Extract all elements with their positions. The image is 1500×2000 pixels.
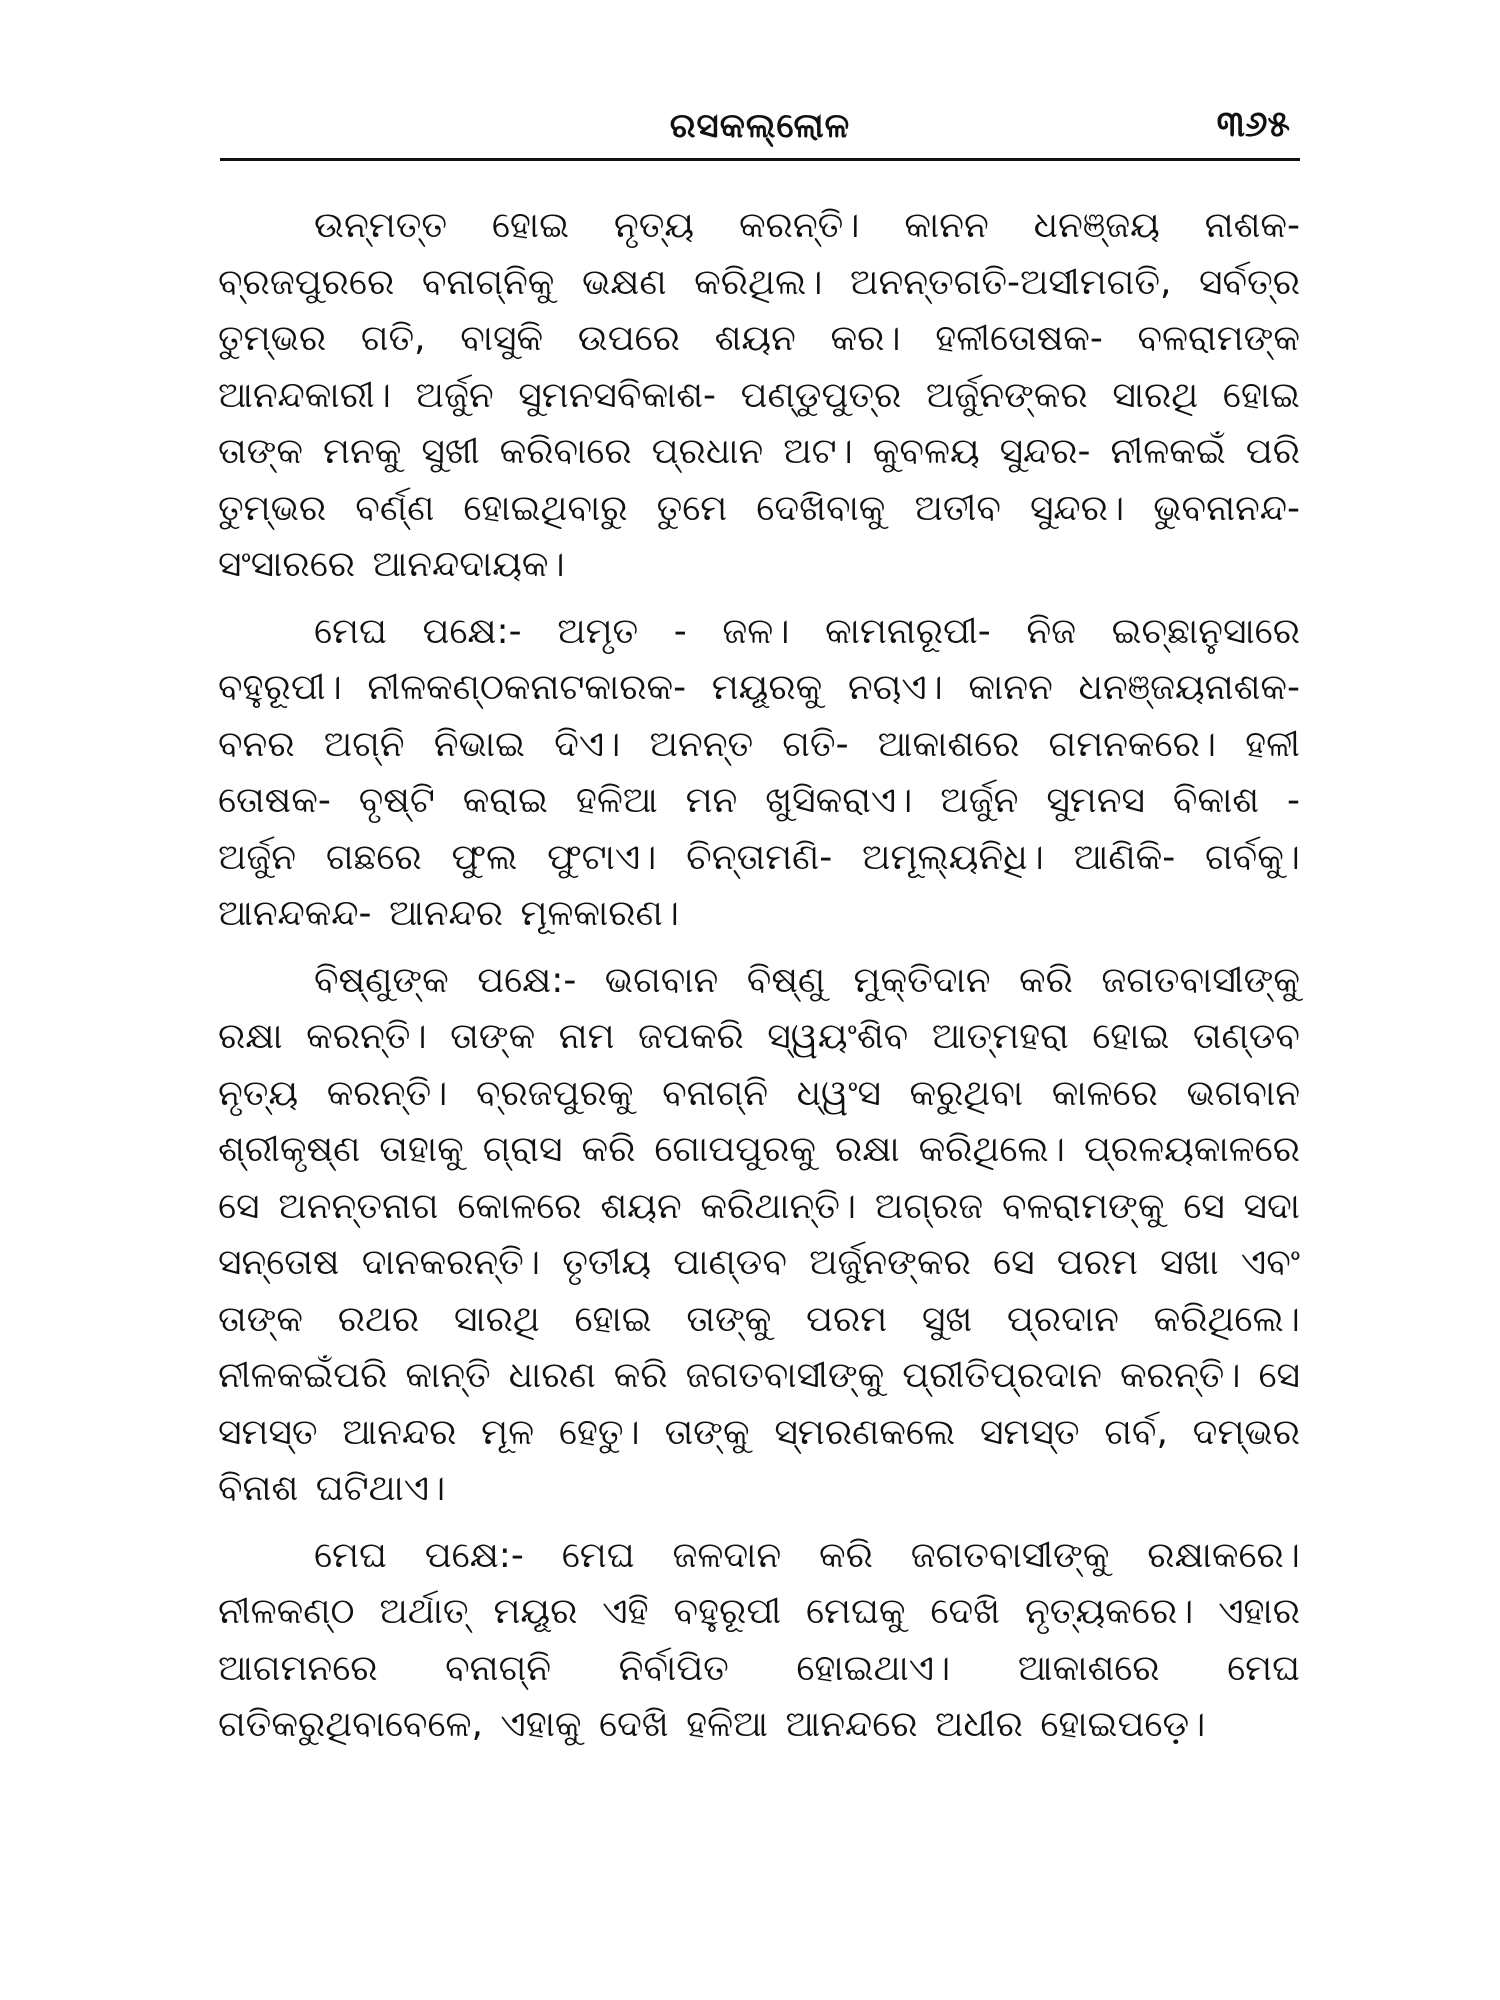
paragraph-2: ମେଘ ପକ୍ଷେ:- ଅମୃତ - ଜଳ। କାମନାରୂପୀ- ନିଜ ଇଚ୍ଛାନୁସାରେ ବହୁରୂପୀ। ନୀଳକଣ୍ଠକନାଟକାରକ- ମୟୂରକୁ ନଚାଏ। କାନନ ଧନଞ୍ଜୟନାଶକ- ବନର ଅଗ୍ନି ନିଭାଇ ଦିଏ। ଅନନ୍ତ ଗତି- ଆକାଶରେ ଗମନକରେ। ହଳୀ ତୋଷକ- ବୃଷ୍ଟି କରାଇ ହଳିଆ ମନ ଖୁସିକରାଏ। ଅର୍ଜୁନ ସୁମନସ ବିକାଶ - ଅର୍ଜୁନ ଗଛରେ ଫୁଲ ଫୁଟାଏ। ଚିନ୍ତାମଣି- ଅମୂଲ୍ୟନିଧି। ଆଣିକି- ଗର୍ବକୁ। ଆନନ୍ଦକନ୍ଦ- ଆନନ୍ଦର ମୂଳକାରଣ। bbox=[218, 610, 1300, 934]
page-body bbox=[218, 198, 1300, 1754]
running-title: ରସକଲ୍ଲୋଳ bbox=[669, 106, 851, 146]
paragraph-3: ବିଷ୍ଣୁଙ୍କ ପକ୍ଷେ:- ଭଗବାନ ବିଷ୍ଣୁ ମୁକ୍ତିଦାନ କରି ଜଗତବାସୀଙ୍କୁ ରକ୍ଷା କରନ୍ତି। ତାଙ୍କ ନାମ ଜପକରି ସ୍ୱୟଂଶିବ ଆତ୍ମହରା ହୋଇ ତାଣ୍ଡବ ନୃତ୍ୟ କରନ୍ତି। ବ୍ରଜପୁରକୁ ବନାଗ୍ନି ଧ୍ୱଂସ କରୁଥିବା କାଳରେ ଭଗବାନ ଶ୍ରୀକୃଷ୍ଣ ତାହାକୁ ଗ୍ରାସ କରି ଗୋପପୁରକୁ ରକ୍ଷା କରିଥିଲେ। ପ୍ରଳୟକାଳରେ ସେ ଅନନ୍ତନାଗ କୋଳରେ ଶୟନ କରିଥାନ୍ତି। ଅଗ୍ରଜ ବଳରାମଙ୍କୁ ସେ ସଦା ସନ୍ତୋଷ ଦାନକରନ୍ତି। ତୃତୀୟ ପାଣ୍ଡବ ଅର୍ଜୁନଙ୍କର ସେ ପରମ ସଖା ଏବଂ ତାଙ୍କ ରଥର ସାରଥି ହୋଇ ତାଙ୍କୁ ପରମ ସୁଖ ପ୍ରଦାନ କରିଥିଲେ। ନୀଳକଇଁପରି କାନ୍ତି ଧାରଣ କରି ଜଗତବାସୀଙ୍କୁ ପ୍ରୀତିପ୍ରଦାନ କରନ୍ତି। ସେ ସମସ୍ତ ଆନନ୍ଦର ମୂଳ ହେତୁ। ତାଙ୍କୁ ସ୍ମରଣକଲେ ସମସ୍ତ ଗର୍ବ, ଦମ୍ଭର ବିନାଶ ଘଟିଥାଏ। bbox=[218, 959, 1300, 1509]
page-number: ୩୬୫ bbox=[1216, 104, 1290, 145]
header-rule bbox=[220, 158, 1300, 161]
paragraph-1: ଉନ୍ମତ୍ତ ହୋଇ ନୃତ୍ୟ କରନ୍ତି। କାନନ ଧନଞ୍ଜୟ ନାଶକ- ବ୍ରଜପୁରରେ ବନାଗ୍ନିକୁ ଭକ୍ଷଣ କରିଥିଲ। ଅନନ୍ତଗତି-ଅସୀମଗତି, ସର୍ବତ୍ର ତୁମ୍ଭର ଗତି, ବାସୁକି ଉପରେ ଶୟନ କର। ହଳୀତୋଷକ- ବଳରାମଙ୍କ ଆନନ୍ଦକାରୀ। ଅର୍ଜୁନ ସୁମନସବିକାଶ- ପଣ୍ଡୁପୁତ୍ର ଅର୍ଜୁନଙ୍କର ସାରଥି ହୋଇ ତାଙ୍କ ମନକୁ ସୁଖୀ କରିବାରେ ପ୍ରଧାନ ଅଟ। କୁବଳୟ ସୁନ୍ଦର- ନୀଳକଇଁ ପରି ତୁମ୍ଭର ବର୍ଣ୍ଣ ହୋଇଥିବାରୁ ତୁମେ ଦେଖିବାକୁ ଅତୀବ ସୁନ୍ଦର। ଭୁବନାନନ୍ଦ- ସଂସାରରେ ଆନନ୍ଦଦାୟକ। bbox=[218, 205, 1300, 585]
paragraph-4: ମେଘ ପକ୍ଷେ:- ମେଘ ଜଳଦାନ କରି ଜଗତବାସୀଙ୍କୁ ରକ୍ଷାକରେ। ନୀଳକଣ୍ଠ ଅର୍ଥାତ୍ ମୟୂର ଏହି ବହୁରୂପୀ ମେଘକୁ ଦେଖି ନୃତ୍ୟକରେ। ଏହାର ଆଗମନରେ ବନାଗ୍ନି ନିର୍ବାପିତ ହୋଇଥାଏ। ଆକାଶରେ ମେଘ ଗତିକରୁଥିବାବେଳେ, ଏହାକୁ ଦେଖି ହଳିଆ ଆନନ୍ଦରେ ଅଧୀର ହୋଇପଡ଼େ। bbox=[218, 1534, 1300, 1745]
page-header bbox=[220, 98, 1300, 158]
